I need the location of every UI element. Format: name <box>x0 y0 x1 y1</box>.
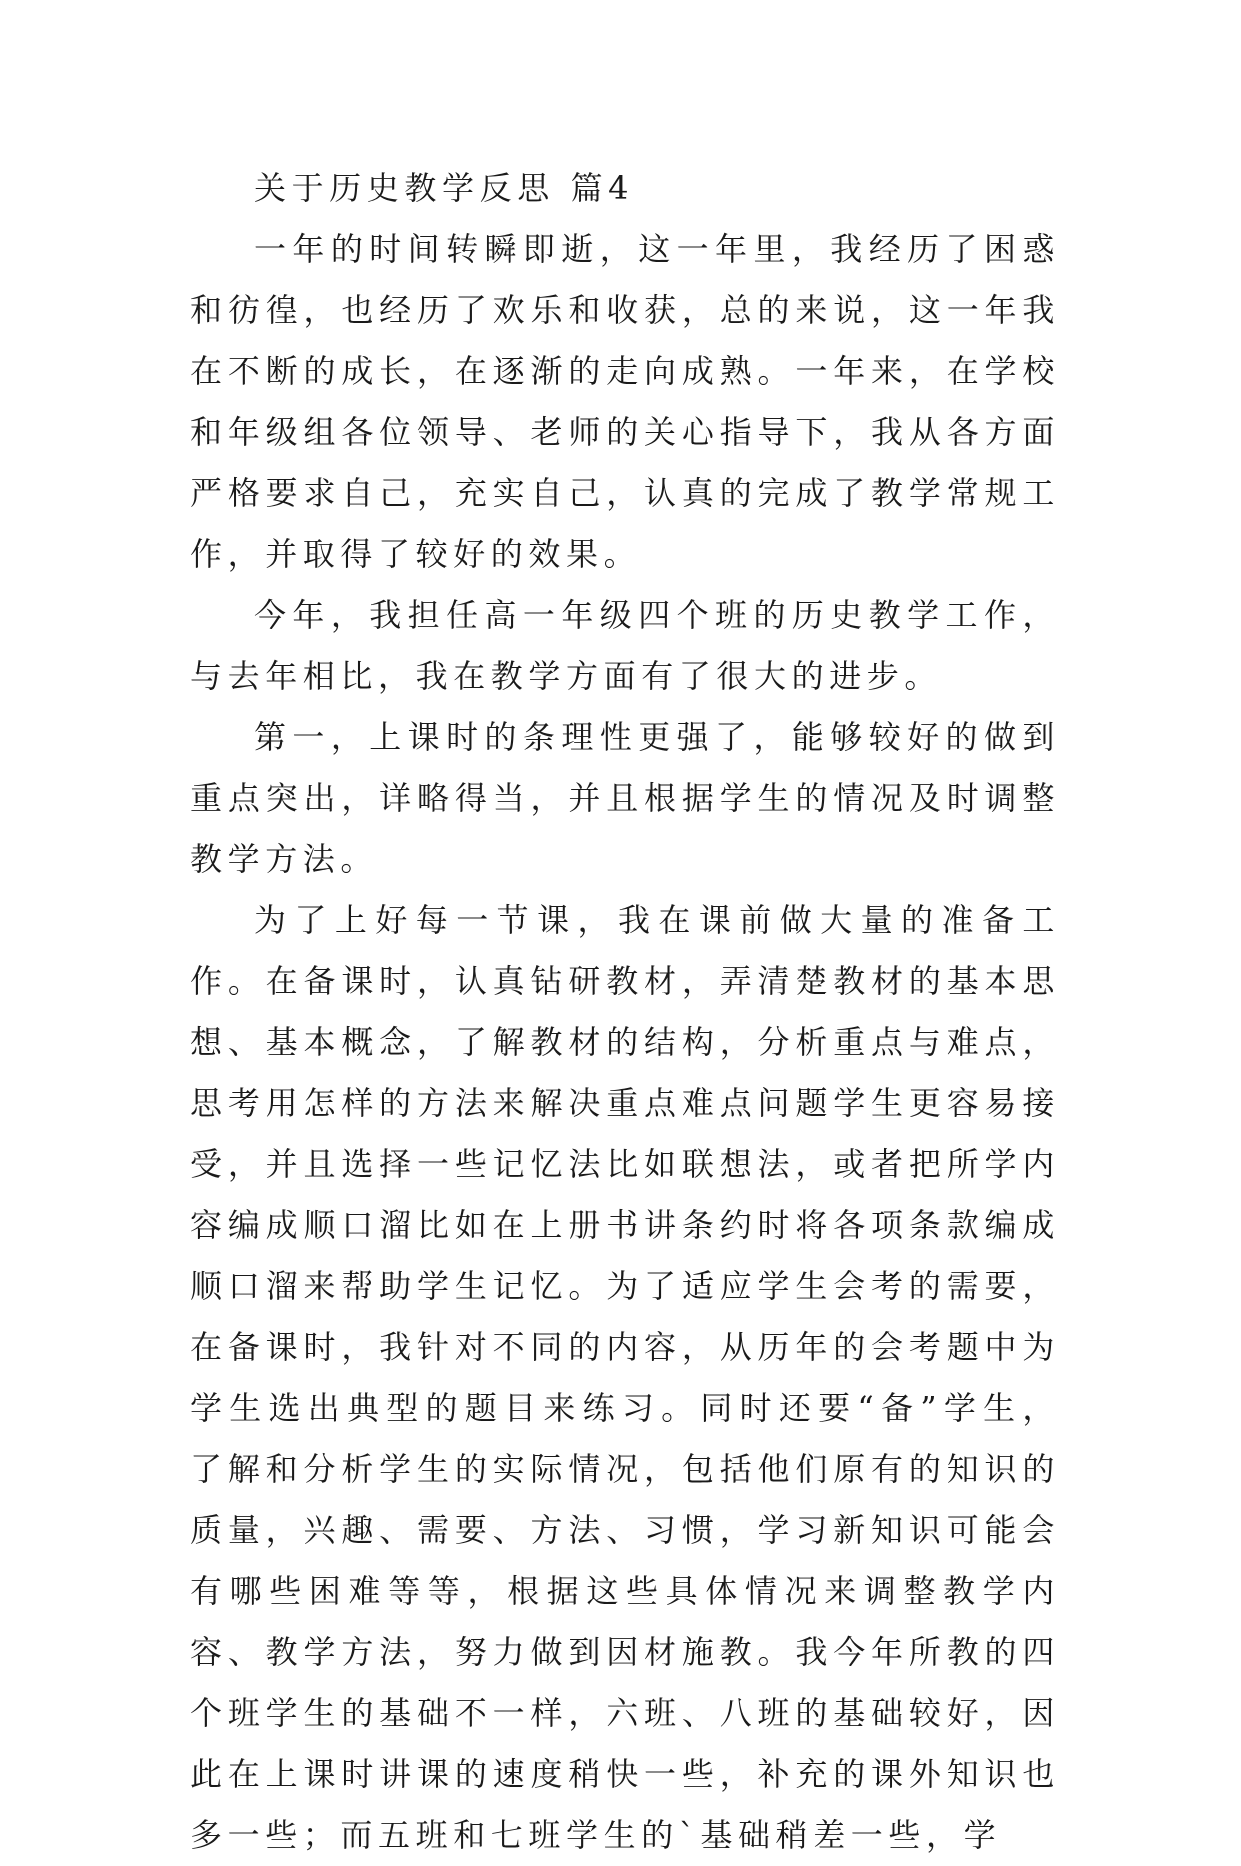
section-title: 关于历史教学反思 篇4 <box>254 169 635 207</box>
paragraph-3: 第一，上课时的条理性更强了，能够较好的做到重点突出，详略得当，并且根据学生的情况及时调整教学方法。 <box>190 718 1060 878</box>
paragraph-2: 今年，我担任高一年级四个班的历史教学工作，与去年相比，我在教学方面有了很大的进步。 <box>190 596 1060 695</box>
paragraph-4: 为了上好每一节课，我在课前做大量的准备工作。在备课时，认真钻研教材，弄清楚教材的基本思想、基本概念，了解教材的结构，分析重点与难点，思考用怎样的方法来解决重点难点问题学生更容易接受，并且选择一些记忆法比如联想法，或者把所学内容编成顺口溜比如在上册书讲条约时将各项条款编成顺口溜来帮助学生记忆。为了适应学生会考的需要，在备课时，我针对不同的内容，从历年的会考题中为学生选出典型的题目来练习。同时还要“备”学生，了解和分析学生的实际情况，包括他们原有的知识的质量，兴趣、需要、方法、习惯，学习新知识可能会有哪些困难等等，根据这些具体情况来调整教学内容、教学方法，努力做到因材施教。我今年所教的四个班学生的基础不一样，六班、八班的基础较好，因此在上课时讲课的速度稍快一些，补充的课外知识也多一些；而五班和七班学生的`基础稍差一些，学 <box>190 901 1060 1854</box>
document-body <box>190 158 1060 1866</box>
paragraph-1: 一年的时间转瞬即逝，这一年里，我经历了困惑和彷徨，也经历了欢乐和收获，总的来说，这一年我在不断的成长，在逐渐的走向成熟。一年来，在学校和年级组各位领导、老师的关心指导下，我从各方面严格要求自己，充实自己，认真的完成了教学常规工作，并取得了较好的效果。 <box>190 230 1060 573</box>
